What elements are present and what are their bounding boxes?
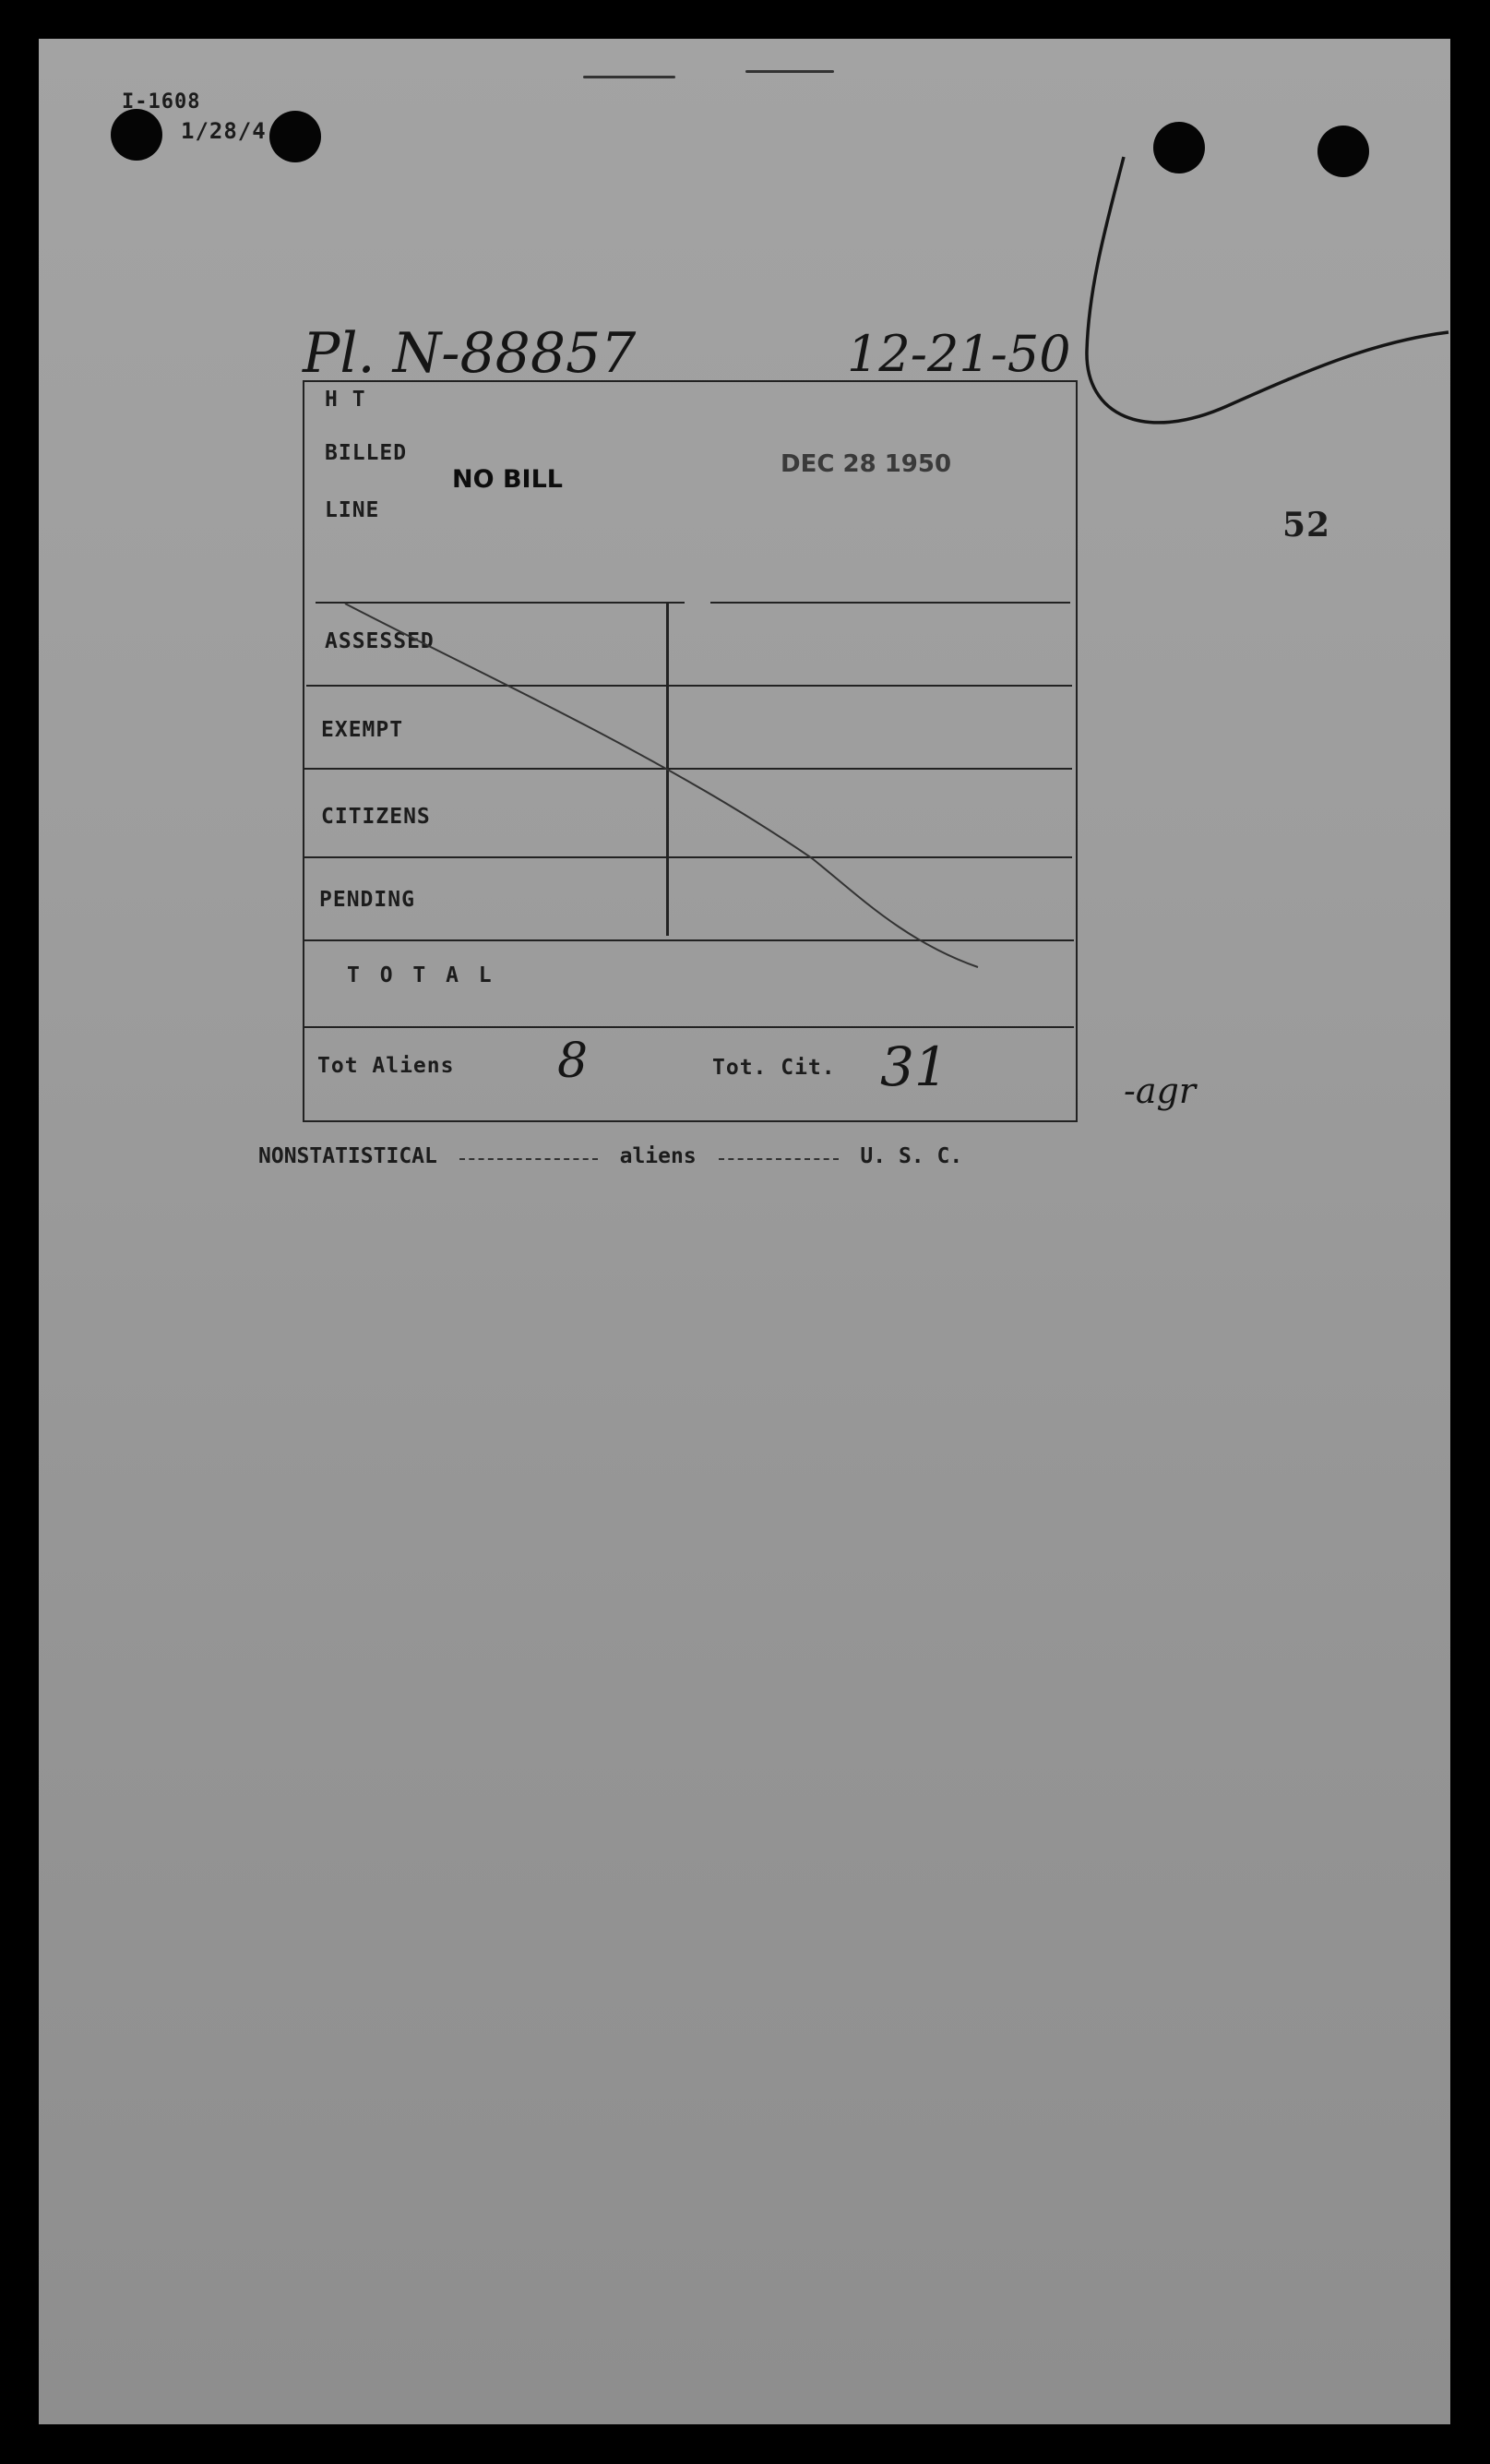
row-label-assessed: ASSESSED [325, 629, 435, 653]
nonstatistical-line [258, 1144, 962, 1168]
ink-mark [745, 70, 834, 73]
tot-cit-label: Tot. Cit. [712, 1056, 836, 1080]
tot-aliens-label: Tot Aliens [317, 1054, 455, 1078]
aliens-fill-line [459, 1154, 598, 1160]
aliens-label: aliens [619, 1144, 697, 1168]
page-number: 52 [1282, 506, 1331, 544]
usc-fill-line [719, 1154, 839, 1160]
handwritten-reference: Pl. N-88857 [303, 321, 637, 386]
nonstatistical-label: NONSTATISTICAL [258, 1144, 437, 1168]
tot-aliens-value: 8 [557, 1034, 589, 1089]
billed-label: BILLED [325, 441, 408, 465]
handwritten-initials: -agr [1124, 1071, 1196, 1111]
row-label-pending: PENDING [319, 888, 415, 912]
punch-hole-left-2 [269, 111, 321, 162]
strike-line-icon [341, 600, 987, 969]
handwritten-date: 12-21-50 [847, 325, 1071, 383]
punch-hole-left [111, 109, 162, 161]
line-label: LINE [325, 498, 380, 522]
no-bill-stamp: NO BILL [452, 465, 563, 494]
pen-stroke-icon [1070, 148, 1458, 443]
table-rule [304, 1026, 1074, 1028]
row-label-exempt: EXEMPT [321, 718, 404, 742]
total-label: T O T A L [347, 963, 495, 987]
usc-label: U. S. C. [860, 1144, 963, 1168]
head-label: H T [325, 388, 366, 412]
row-label-citizens: CITIZENS [321, 805, 431, 829]
tot-cit-value: 31 [880, 1035, 948, 1098]
ink-mark [583, 76, 675, 78]
form-date: 1/28/4 [181, 118, 267, 144]
form-number: I-1608 [122, 90, 201, 114]
received-date-stamp: DEC 28 1950 [781, 450, 952, 478]
